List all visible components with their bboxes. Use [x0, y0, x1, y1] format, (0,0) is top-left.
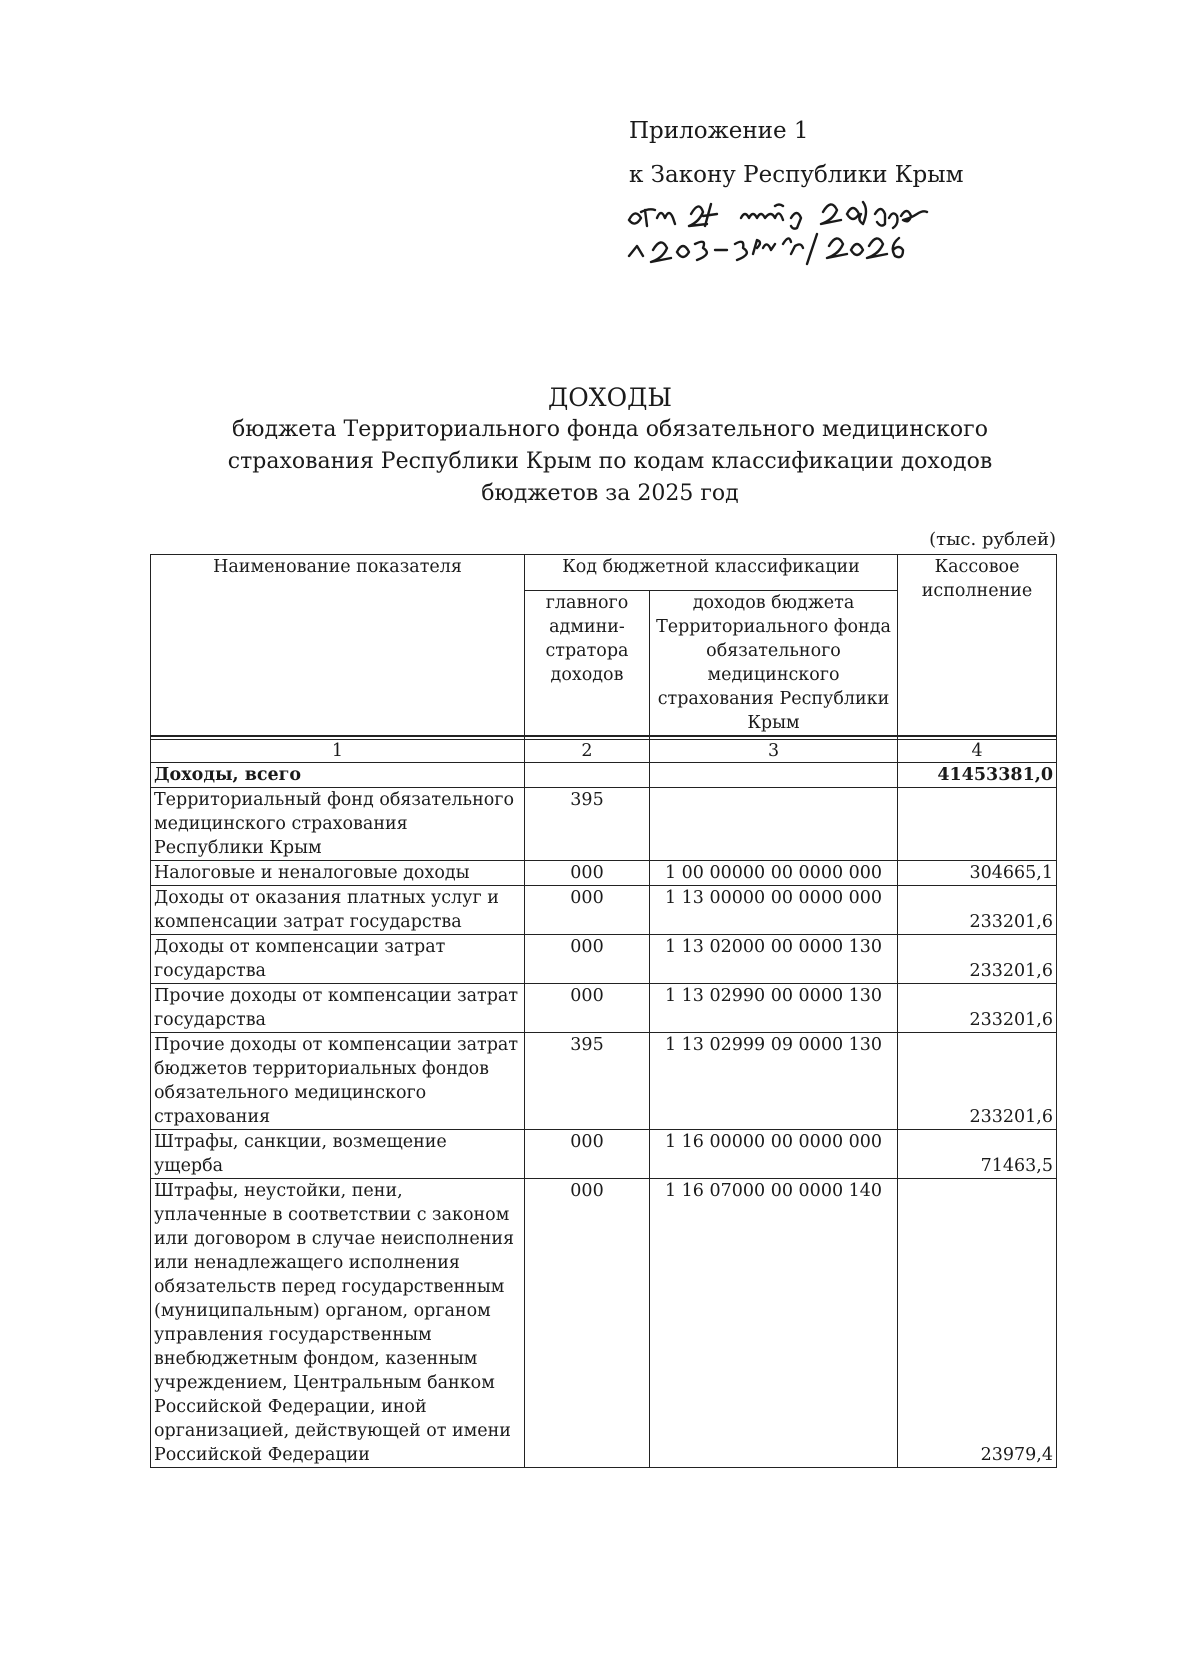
table-row [151, 788, 1057, 861]
row-amount: 23979,4 [898, 1179, 1057, 1468]
row-name: Доходы, всего [151, 763, 525, 788]
row-income-code [650, 788, 898, 861]
row-admin-code: 000 [525, 886, 650, 935]
row-name: Доходы от оказания платных услуг и компенсации затрат государства [151, 886, 525, 935]
header-income-code: доходов бюджета Территориального фонда обязательного медицинского страхования Республики Крым [650, 591, 898, 737]
document-subtitle [150, 414, 1070, 510]
row-admin-code: 395 [525, 788, 650, 861]
row-amount: 233201,6 [898, 984, 1057, 1033]
row-amount: 233201,6 [898, 935, 1057, 984]
table-row [151, 861, 1057, 886]
row-admin-code: 000 [525, 1179, 650, 1468]
row-name: Территориальный фонд обязательного медицинского страхования Республики Крым [151, 788, 525, 861]
document-title: ДОХОДЫ [547, 383, 673, 412]
row-income-code: 1 13 02999 09 0000 130 [650, 1033, 898, 1130]
row-amount: 41453381,0 [898, 763, 1057, 788]
row-amount: 233201,6 [898, 1033, 1057, 1130]
appendix-law-reference: к Закону Республики Крым [629, 162, 964, 188]
row-income-code: 1 13 02990 00 0000 130 [650, 984, 898, 1033]
row-amount: 304665,1 [898, 861, 1057, 886]
row-income-code: 1 00 00000 00 0000 000 [650, 861, 898, 886]
row-amount: 71463,5 [898, 1130, 1057, 1179]
column-number-row [151, 740, 1057, 763]
table-row [151, 984, 1057, 1033]
row-name: Штрафы, санкции, возмещение ущерба [151, 1130, 525, 1179]
row-income-code: 1 13 02000 00 0000 130 [650, 935, 898, 984]
row-admin-code [525, 763, 650, 788]
table-row [151, 935, 1057, 984]
row-income-code: 1 13 00000 00 0000 000 [650, 886, 898, 935]
handwritten-date-and-number [623, 198, 983, 278]
row-admin-code: 000 [525, 935, 650, 984]
row-amount: 233201,6 [898, 886, 1057, 935]
table-row [151, 1179, 1057, 1468]
header-row [151, 555, 1057, 591]
header-name: Наименование показателя [151, 555, 525, 737]
row-admin-code: 000 [525, 861, 650, 886]
appendix-heading [629, 118, 963, 188]
column-number: 3 [650, 740, 898, 763]
column-number: 1 [151, 740, 525, 763]
table-row [151, 1033, 1057, 1130]
table-row-total [151, 763, 1057, 788]
row-admin-code: 000 [525, 1130, 650, 1179]
income-table [150, 554, 1057, 1468]
row-name: Доходы от компенсации затрат государства [151, 935, 525, 984]
row-name: Прочие доходы от компенсации затрат бюджетов территориальных фондов обязательного медицинского страхования [151, 1033, 525, 1130]
subtitle-line: бюджетов за 2025 год [481, 481, 739, 506]
units-label: (тыс. рублей) [929, 529, 1056, 550]
column-number: 4 [898, 740, 1057, 763]
row-admin-code: 000 [525, 984, 650, 1033]
row-income-code: 1 16 07000 00 0000 140 [650, 1179, 898, 1468]
header-code-group: Код бюджетной классификации [525, 555, 898, 591]
table-row [151, 1130, 1057, 1179]
appendix-title: Приложение 1 [629, 118, 809, 144]
row-admin-code: 395 [525, 1033, 650, 1130]
row-income-code: 1 16 00000 00 0000 000 [650, 1130, 898, 1179]
header-execution: Кассовое исполнение [898, 555, 1057, 737]
row-name: Штрафы, неустойки, пени, уплаченные в соответствии с законом или договором в случае неисполнения или ненадлежащего исполнения обязательств перед государственным (муниципальным) органом, органом управления государственным внебюджетным фондом, казенным учреждением, Центральным банком Российской Федерации, иной организацией, действующей от имени Российской Федерации [151, 1179, 525, 1468]
table-row [151, 886, 1057, 935]
subtitle-line: страхования Республики Крым по кодам классификации доходов [227, 449, 993, 474]
header-admin-code: главного админи- стратора доходов [525, 591, 650, 737]
row-income-code [650, 763, 898, 788]
column-number: 2 [525, 740, 650, 763]
row-amount [898, 788, 1057, 861]
row-name: Налоговые и неналоговые доходы [151, 861, 525, 886]
row-name: Прочие доходы от компенсации затрат государства [151, 984, 525, 1033]
subtitle-line: бюджета Территориального фонда обязательного медицинского [232, 417, 988, 442]
